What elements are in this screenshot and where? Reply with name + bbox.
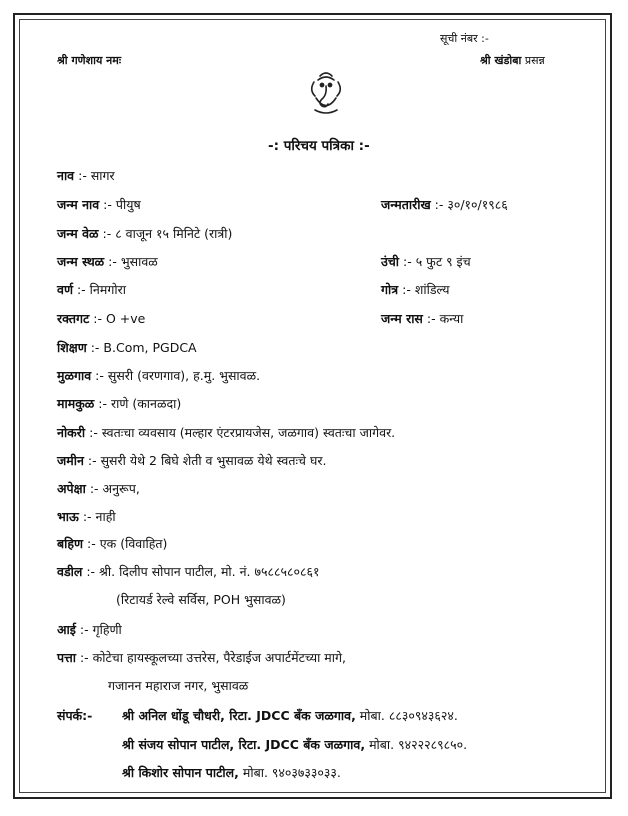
contact-item	[122, 737, 467, 753]
field-separator: :-	[104, 254, 121, 269]
field-value: ८ वाजून १५ मिनिटे (रात्री)	[115, 226, 233, 241]
field-label: वडील	[57, 564, 83, 579]
field-label: जन्म नाव	[57, 197, 100, 212]
field-label: अपेक्षा	[57, 481, 86, 496]
field-label: भाऊ	[57, 509, 79, 524]
field-birth-date	[381, 197, 508, 213]
field-blood-group	[57, 311, 145, 327]
field-value: ५ फुट ९ इंच	[415, 254, 471, 269]
field-education	[57, 340, 197, 356]
field-separator: :-	[430, 197, 448, 212]
contact-mobile: मोबा. ८८३०९४३६२४.	[355, 708, 458, 723]
field-separator: :-	[85, 425, 102, 440]
field-separator: :-	[89, 311, 106, 326]
field-separator: :-	[85, 481, 103, 496]
contact-item	[122, 708, 458, 724]
field-full-name	[57, 197, 141, 213]
field-separator: :-	[91, 368, 108, 383]
right-blessing-bold: श्री खंडोबा	[480, 54, 522, 67]
field-separator: :-	[422, 311, 440, 326]
right-blessing	[480, 53, 545, 69]
field-separator: :-	[98, 226, 116, 241]
field-value: पीयुष	[115, 197, 141, 212]
contact-name: श्री संजय सोपान पाटील, रिटा. JDCC बँक जळगाव,	[122, 737, 366, 752]
field-native-place	[57, 368, 260, 384]
contact-name: श्री किशोर सोपान पाटील,	[122, 765, 239, 780]
field-address-line2: गजानन महाराज नगर, भुसावळ	[108, 678, 249, 693]
field-separator: :-	[94, 396, 111, 411]
field-label: जन्म रास	[381, 311, 423, 326]
field-rashi	[381, 311, 463, 327]
field-separator: :-	[75, 622, 93, 637]
field-sister	[57, 536, 167, 552]
left-blessing: श्री गणेशाय नमः	[57, 54, 122, 67]
contact-label: संपर्क:-	[57, 708, 93, 723]
field-label: मामकुळ	[57, 396, 95, 411]
field-label: जन्म स्थळ	[57, 254, 105, 269]
field-value: O +ve	[105, 311, 146, 326]
field-label: जन्म वेळ	[57, 226, 99, 241]
field-separator: :-	[82, 564, 100, 579]
field-separator: :-	[78, 509, 96, 524]
field-father	[57, 564, 320, 580]
field-separator: :-	[83, 453, 101, 468]
field-value: शांडिल्य	[414, 282, 450, 297]
list-number: सूची नंबर :-	[440, 32, 489, 45]
field-separator: :-	[86, 340, 104, 355]
field-value: B.Com, PGDCA	[103, 340, 197, 355]
field-value: नाही	[95, 509, 116, 524]
field-label: बहिण	[57, 536, 84, 551]
field-maternal-family	[57, 396, 181, 412]
field-separator: :-	[73, 282, 90, 297]
field-height	[381, 254, 471, 270]
contact-mobile: मोबा. ९४२२२८९८५०.	[365, 737, 468, 752]
field-separator: :-	[75, 650, 93, 665]
field-label: जमीन	[57, 453, 84, 468]
field-value: राणे (कानळदा)	[110, 396, 182, 411]
ganesha-icon	[306, 68, 346, 118]
field-value: सुसरी (वरणगाव), ह.मु. भुसावळ.	[107, 368, 261, 383]
field-value: स्वतःचा व्यवसाय (मल्हार एंटरप्रायजेस, जळगाव) स्वतःचा जागेवर.	[101, 425, 396, 440]
page-title: -: परिचय पत्रिका :-	[268, 138, 370, 154]
contact-mobile: मोबा. ९४०३७३३०३३.	[238, 765, 341, 780]
field-separator: :-	[398, 282, 415, 297]
field-separator: :-	[399, 254, 416, 269]
field-value: सुसरी येथे 2 बिघे शेती व भुसावळ येथे स्वतःचे घर.	[100, 453, 327, 468]
field-value: कन्या	[439, 311, 464, 326]
field-value: एक (विवाहित)	[99, 536, 168, 551]
field-complexion	[57, 282, 126, 298]
field-birth-time	[57, 226, 232, 242]
field-label: वर्ण	[57, 282, 73, 297]
field-job	[57, 425, 395, 441]
right-blessing-rest: प्रसन्न	[521, 54, 545, 67]
field-name	[57, 168, 115, 184]
field-value: ३०/१०/१९८६	[447, 197, 508, 212]
field-value: कोटेचा हायस्कूलच्या उत्तरेस, पैरेडाईज अपार्टमेंटच्या मागे,	[92, 650, 347, 665]
field-separator: :-	[99, 197, 116, 212]
field-gotra	[381, 282, 450, 298]
field-value: सागर	[90, 168, 115, 183]
field-label: रक्तगट	[57, 311, 90, 326]
contact-name: श्री अनिल धोंडू चौधरी, रिटा. JDCC बँक जळगाव,	[122, 708, 356, 723]
field-label: मुळगाव	[57, 368, 92, 383]
field-separator: :-	[83, 536, 100, 551]
field-father-line2: (रिटायर्ड रेल्वे सर्विस, POH भुसावळ)	[116, 592, 286, 607]
field-value: भुसावळ	[120, 254, 158, 269]
field-mother	[57, 622, 122, 638]
field-separator: :-	[74, 168, 91, 183]
field-value: श्री. दिलीप सोपान पाटील, मो. नं. ७५८८५८०८६१	[99, 564, 320, 579]
field-birth-place	[57, 254, 158, 270]
field-label: नाव	[57, 168, 75, 183]
contact-item	[122, 765, 341, 781]
field-land	[57, 453, 326, 469]
field-label: शिक्षण	[57, 340, 87, 355]
field-label: जन्मतारीख	[381, 197, 431, 212]
field-label: गोत्र	[381, 282, 399, 297]
field-label: पत्ता	[57, 650, 76, 665]
field-expectation	[57, 481, 140, 497]
field-value: अनुरूप,	[102, 481, 140, 496]
field-value: निमगोरा	[89, 282, 126, 297]
field-label: उंची	[381, 254, 400, 269]
field-address	[57, 650, 346, 666]
field-label: नोकरी	[57, 425, 86, 440]
field-label: आई	[57, 622, 76, 637]
field-brother	[57, 509, 116, 525]
field-value: गृहिणी	[92, 622, 122, 637]
